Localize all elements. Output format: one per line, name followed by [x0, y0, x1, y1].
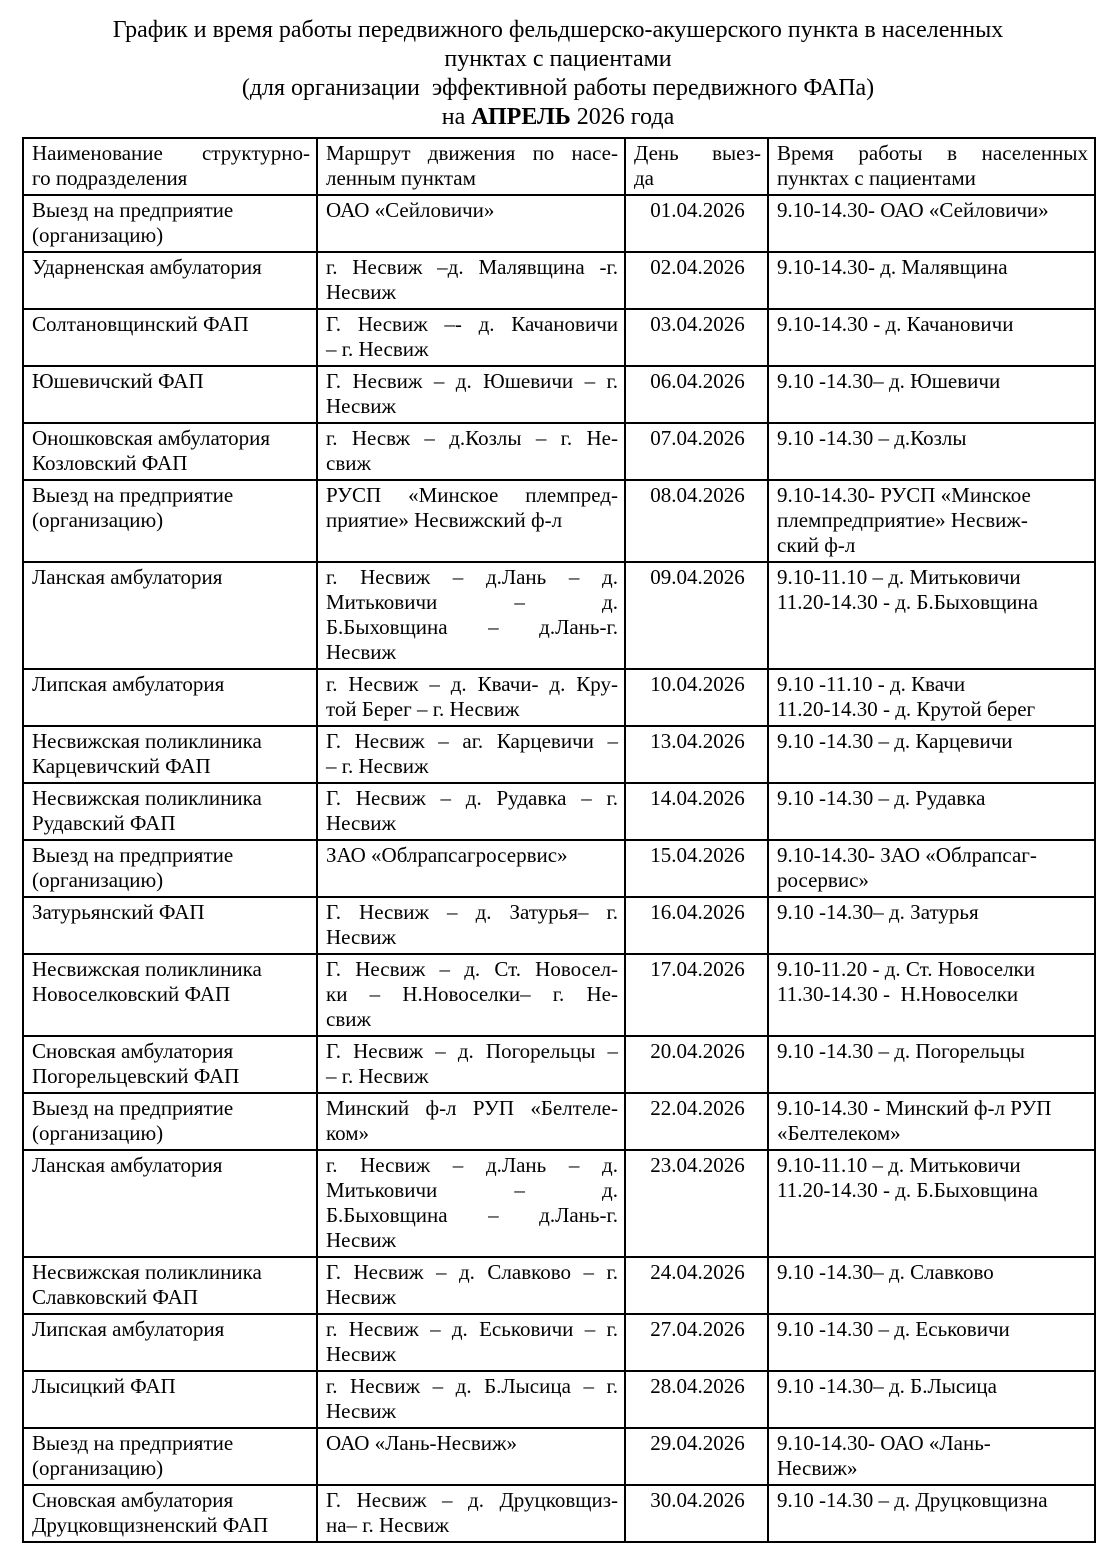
cell-line: 9.10 -14.30 – д. Погорельцы: [777, 1039, 1025, 1063]
cell-route: [317, 897, 625, 954]
column-header: [625, 138, 768, 195]
cell-line: той Берег – г. Несвиж: [326, 697, 520, 721]
cell-route: [317, 1428, 625, 1485]
cell-department: [23, 423, 317, 480]
cell-department: [23, 726, 317, 783]
cell-line: 17.04.2026: [650, 957, 745, 981]
cell-time: [768, 954, 1095, 1036]
cell-line: 09.04.2026: [650, 565, 745, 589]
cell-line: Оношковская амбулатория: [32, 426, 271, 450]
table-row: [23, 1428, 1095, 1485]
cell-date: [625, 1371, 768, 1428]
cell-line: (организацию): [32, 223, 164, 247]
cell-date: [625, 1150, 768, 1257]
cell-department: [23, 1093, 317, 1150]
cell-line: Несвиж: [326, 925, 396, 949]
cell-line: Митьковичи – д.: [326, 1178, 618, 1202]
cell-department: [23, 1036, 317, 1093]
cell-time: [768, 1314, 1095, 1371]
cell-line: 14.04.2026: [650, 786, 745, 810]
cell-line: Выезд на предприятие: [32, 843, 234, 867]
cell-line: ОАО «Лань-Несвиж»: [326, 1431, 518, 1455]
cell-time: [768, 783, 1095, 840]
cell-line: 9.10 -14.30– д. Затурья: [777, 900, 979, 924]
column-header: [317, 138, 625, 195]
cell-time: [768, 562, 1095, 669]
cell-line: 03.04.2026: [650, 312, 745, 336]
page-title: [22, 16, 1094, 132]
cell-time: [768, 1371, 1095, 1428]
cell-line: г. Несвиж –д. Малявщина -г.: [326, 255, 618, 279]
cell-line: 15.04.2026: [650, 843, 745, 867]
cell-line: Новоселковский ФАП: [32, 982, 231, 1006]
table-row: [23, 840, 1095, 897]
cell-line: Минский ф-л РУП «Белтеле-: [326, 1096, 618, 1120]
cell-line: 9.10 -14.30 – д. Друцковщизна: [777, 1488, 1048, 1512]
schedule-table: [22, 137, 1096, 1543]
cell-line: Несвиж: [326, 640, 396, 664]
cell-line: Несвижская поликлиника: [32, 786, 262, 810]
cell-line: 9.10 -14.30 – д. Карцевичи: [777, 729, 1013, 753]
cell-line: го подразделения: [32, 166, 188, 190]
cell-line: – г. Несвиж: [326, 337, 429, 361]
cell-line: Наименование структурно-: [32, 141, 310, 165]
cell-line: приятие» Несвижский ф-л: [326, 508, 563, 532]
cell-line: г. Несвж – д.Козлы – г. Не-: [326, 426, 618, 450]
cell-line: Несвиж»: [777, 1456, 858, 1480]
cell-line: ОАО «Сейловичи»: [326, 198, 495, 222]
cell-route: [317, 1257, 625, 1314]
cell-time: [768, 252, 1095, 309]
cell-route: [317, 840, 625, 897]
cell-line: 01.04.2026: [650, 198, 745, 222]
cell-time: [768, 1257, 1095, 1314]
table-row: [23, 252, 1095, 309]
cell-line: 9.10 -14.30 – д. Еськовичи: [777, 1317, 1010, 1341]
cell-date: [625, 1036, 768, 1093]
table-row: [23, 562, 1095, 669]
title-line-4: [22, 103, 1094, 132]
table-row: [23, 897, 1095, 954]
cell-line: 9.10-14.30 - д. Качановичи: [777, 312, 1014, 336]
cell-line: Г. Несвиж –- д. Качановичи: [326, 312, 618, 336]
cell-line: г. Несвиж – д. Еськовичи – г.: [326, 1317, 618, 1341]
cell-line: 9.10-14.30- ОАО «Сейловичи»: [777, 198, 1049, 222]
cell-route: [317, 1150, 625, 1257]
cell-time: [768, 897, 1095, 954]
header-row: [23, 138, 1095, 195]
cell-line: 20.04.2026: [650, 1039, 745, 1063]
table-row: [23, 423, 1095, 480]
cell-line: «Белтелеком»: [777, 1121, 901, 1145]
cell-date: [625, 897, 768, 954]
cell-line: ленным пунктам: [326, 166, 476, 190]
cell-date: [625, 1314, 768, 1371]
cell-line: ский ф-л: [777, 533, 856, 557]
cell-line: Несвиж: [326, 1228, 396, 1252]
month-name: АПРЕЛЬ: [471, 104, 571, 130]
cell-date: [625, 195, 768, 252]
cell-line: 24.04.2026: [650, 1260, 745, 1284]
cell-date: [625, 366, 768, 423]
cell-line: г. Несвиж – д.Лань – д.: [326, 1153, 618, 1177]
cell-date: [625, 562, 768, 669]
table-row: [23, 1093, 1095, 1150]
cell-department: [23, 366, 317, 423]
cell-line: 06.04.2026: [650, 369, 745, 393]
cell-line: Выезд на предприятие: [32, 198, 234, 222]
cell-route: [317, 783, 625, 840]
table-row: [23, 1371, 1095, 1428]
cell-department: [23, 1428, 317, 1485]
title-line-3: (для организации эффективной работы передвижного ФАПа): [241, 75, 875, 101]
cell-line: Г. Несвиж – д. Юшевичи – г.: [326, 369, 618, 393]
table-row: [23, 309, 1095, 366]
cell-line: свиж: [326, 1007, 371, 1031]
cell-time: [768, 309, 1095, 366]
cell-line: Друцковщизненский ФАП: [32, 1513, 269, 1537]
cell-line: 28.04.2026: [650, 1374, 745, 1398]
cell-route: [317, 669, 625, 726]
cell-time: [768, 480, 1095, 562]
cell-line: Выезд на предприятие: [32, 1431, 234, 1455]
cell-line: Г. Несвиж – д. Ст. Новосел-: [326, 957, 618, 981]
cell-date: [625, 954, 768, 1036]
cell-route: [317, 562, 625, 669]
cell-line: 11.30-14.30 - Н.Новоселки: [777, 982, 1019, 1006]
cell-line: Липская амбулатория: [32, 1317, 225, 1341]
table-row: [23, 480, 1095, 562]
cell-date: [625, 783, 768, 840]
cell-time: [768, 1093, 1095, 1150]
cell-department: [23, 195, 317, 252]
cell-department: [23, 480, 317, 562]
cell-line: Маршрут движения по насе-: [326, 141, 618, 165]
table-row: [23, 954, 1095, 1036]
cell-department: [23, 1485, 317, 1542]
cell-line: Рудавский ФАП: [32, 811, 176, 835]
cell-time: [768, 1150, 1095, 1257]
cell-line: 9.10 -14.30 – д. Рудавка: [777, 786, 986, 810]
cell-time: [768, 840, 1095, 897]
cell-line: Митьковичи – д.: [326, 590, 618, 614]
cell-line: Сновская амбулатория: [32, 1488, 234, 1512]
cell-department: [23, 252, 317, 309]
cell-department: [23, 1150, 317, 1257]
cell-line: (организацию): [32, 868, 164, 892]
cell-line: 9.10 -14.30– д. Б.Лысица: [777, 1374, 997, 1398]
cell-line: 9.10-14.30- д. Малявщина: [777, 255, 1008, 279]
cell-date: [625, 252, 768, 309]
cell-department: [23, 840, 317, 897]
cell-line: 08.04.2026: [650, 483, 745, 507]
cell-date: [625, 669, 768, 726]
cell-line: Г. Несвиж – д. Друцковщиз-: [326, 1488, 618, 1512]
table-row: [23, 1036, 1095, 1093]
cell-time: [768, 669, 1095, 726]
table-row: [23, 366, 1095, 423]
cell-line: Г. Несвиж – д. Погорельцы –: [326, 1039, 618, 1063]
cell-date: [625, 1257, 768, 1314]
cell-department: [23, 669, 317, 726]
cell-line: 9.10 -14.30 – д.Козлы: [777, 426, 967, 450]
cell-line: РУСП «Минское племпред-: [326, 483, 618, 507]
cell-line: Несвиж: [326, 811, 396, 835]
cell-line: Липская амбулатория: [32, 672, 225, 696]
column-header: [768, 138, 1095, 195]
cell-time: [768, 366, 1095, 423]
cell-line: (организацию): [32, 1456, 164, 1480]
cell-line: Г. Несвиж – д. Затурья– г.: [326, 900, 618, 924]
cell-line: – г. Несвиж: [326, 754, 429, 778]
cell-line: 27.04.2026: [650, 1317, 745, 1341]
cell-line: Время работы в населенных: [777, 141, 1088, 165]
table-row: [23, 726, 1095, 783]
cell-line: да: [634, 166, 655, 190]
cell-department: [23, 783, 317, 840]
table-row: [23, 1485, 1095, 1542]
cell-line: Г. Несвиж – д. Славково – г.: [326, 1260, 618, 1284]
cell-route: [317, 195, 625, 252]
cell-line: 9.10-11.20 - д. Ст. Новоселки: [777, 957, 1035, 981]
title-line-2: пунктах с пациентами: [444, 46, 672, 72]
title-month-prefix: на: [441, 104, 472, 130]
table-row: [23, 1150, 1095, 1257]
cell-line: (организацию): [32, 1121, 164, 1145]
cell-line: Славковский ФАП: [32, 1285, 199, 1309]
cell-line: ком»: [326, 1121, 370, 1145]
cell-line: Солтановщинский ФАП: [32, 312, 249, 336]
cell-route: [317, 480, 625, 562]
cell-line: Ланская амбулатория: [32, 565, 223, 589]
table-row: [23, 669, 1095, 726]
cell-line: 9.10 -14.30– д. Славково: [777, 1260, 994, 1284]
cell-department: [23, 897, 317, 954]
cell-line: 29.04.2026: [650, 1431, 745, 1455]
cell-route: [317, 423, 625, 480]
cell-line: пунктах с пациентами: [777, 166, 976, 190]
cell-line: Лысицкий ФАП: [32, 1374, 176, 1398]
cell-line: Б.Быховщина – д.Лань-г.: [326, 615, 618, 639]
cell-department: [23, 954, 317, 1036]
cell-line: 23.04.2026: [650, 1153, 745, 1177]
cell-line: (организацию): [32, 508, 164, 532]
cell-line: ки – Н.Новоселки– г. Не-: [326, 982, 618, 1006]
cell-line: 16.04.2026: [650, 900, 745, 924]
cell-line: Несвижская поликлиника: [32, 729, 262, 753]
cell-line: 9.10-14.30 - Минский ф-л РУП: [777, 1096, 1052, 1120]
cell-line: 07.04.2026: [650, 426, 745, 450]
cell-line: 02.04.2026: [650, 255, 745, 279]
title-year-suffix: 2026 года: [570, 104, 675, 130]
cell-line: г. Несвиж – д. Квачи- д. Кру-: [326, 672, 618, 696]
cell-route: [317, 1036, 625, 1093]
cell-date: [625, 309, 768, 366]
cell-line: Несвижская поликлиника: [32, 1260, 262, 1284]
table-row: [23, 1314, 1095, 1371]
cell-line: на– г. Несвиж: [326, 1513, 450, 1537]
cell-line: Сновская амбулатория: [32, 1039, 234, 1063]
cell-line: Несвиж: [326, 1399, 396, 1423]
cell-route: [317, 252, 625, 309]
cell-line: 22.04.2026: [650, 1096, 745, 1120]
cell-line: Погорельцевский ФАП: [32, 1064, 240, 1088]
cell-line: Ланская амбулатория: [32, 1153, 223, 1177]
cell-line: Несвиж: [326, 1342, 396, 1366]
cell-line: 9.10-14.30- ОАО «Лань-: [777, 1431, 991, 1455]
cell-route: [317, 1371, 625, 1428]
cell-line: 9.10-14.30- РУСП «Минское: [777, 483, 1031, 507]
cell-line: Несвижская поликлиника: [32, 957, 262, 981]
column-header: [23, 138, 317, 195]
cell-line: г. Несвиж – д. Б.Лысица – г.: [326, 1374, 618, 1398]
cell-time: [768, 1428, 1095, 1485]
cell-route: [317, 309, 625, 366]
cell-route: [317, 1314, 625, 1371]
cell-line: 9.10-11.10 – д. Митьковичи: [777, 565, 1021, 589]
cell-line: 11.20-14.30 - д. Б.Быховщина: [777, 590, 1038, 614]
cell-line: Б.Быховщина – д.Лань-г.: [326, 1203, 618, 1227]
cell-date: [625, 840, 768, 897]
cell-date: [625, 1485, 768, 1542]
cell-line: г. Несвиж – д.Лань – д.: [326, 565, 618, 589]
table-body: [23, 195, 1095, 1542]
cell-route: [317, 726, 625, 783]
cell-line: Выезд на предприятие: [32, 483, 234, 507]
cell-date: [625, 1428, 768, 1485]
cell-line: 9.10-14.30- ЗАО «Облрапсаг-: [777, 843, 1037, 867]
cell-time: [768, 195, 1095, 252]
cell-time: [768, 423, 1095, 480]
cell-line: Несвиж: [326, 1285, 396, 1309]
cell-line: свиж: [326, 451, 371, 475]
cell-line: Козловский ФАП: [32, 451, 188, 475]
cell-route: [317, 1093, 625, 1150]
table-header-row: [23, 138, 1095, 195]
cell-line: Г. Несвиж – д. Рудавка – г.: [326, 786, 618, 810]
cell-route: [317, 954, 625, 1036]
cell-line: – г. Несвиж: [326, 1064, 429, 1088]
cell-line: День выез-: [634, 141, 761, 165]
cell-line: 11.20-14.30 - д. Б.Быховщина: [777, 1178, 1038, 1202]
cell-department: [23, 1257, 317, 1314]
cell-line: Выезд на предприятие: [32, 1096, 234, 1120]
cell-date: [625, 480, 768, 562]
title-line-1: График и время работы передвижного фельдшерско-акушерского пункта в населенных: [112, 17, 1004, 43]
cell-line: племпредприятие» Несвиж-: [777, 508, 1028, 532]
cell-line: Г. Несвиж – аг. Карцевичи –: [326, 729, 618, 753]
cell-time: [768, 1036, 1095, 1093]
cell-date: [625, 423, 768, 480]
cell-line: 13.04.2026: [650, 729, 745, 753]
cell-line: Карцевичский ФАП: [32, 754, 211, 778]
cell-line: Юшевичский ФАП: [32, 369, 204, 393]
cell-route: [317, 1485, 625, 1542]
cell-department: [23, 562, 317, 669]
table-row: [23, 783, 1095, 840]
cell-time: [768, 1485, 1095, 1542]
cell-date: [625, 1093, 768, 1150]
cell-line: ЗАО «Облрапсагросервис»: [326, 843, 568, 867]
cell-line: Несвиж: [326, 394, 396, 418]
cell-time: [768, 726, 1095, 783]
cell-line: 9.10 -14.30– д. Юшевичи: [777, 369, 1001, 393]
cell-line: 9.10-11.10 – д. Митьковичи: [777, 1153, 1021, 1177]
cell-route: [317, 366, 625, 423]
cell-line: 9.10 -11.10 - д. Квачи: [777, 672, 966, 696]
cell-line: росервис»: [777, 868, 869, 892]
cell-line: Затурьянский ФАП: [32, 900, 205, 924]
cell-department: [23, 1371, 317, 1428]
table-row: [23, 1257, 1095, 1314]
cell-department: [23, 309, 317, 366]
cell-date: [625, 726, 768, 783]
cell-line: 10.04.2026: [650, 672, 745, 696]
cell-line: 11.20-14.30 - д. Крутой берег: [777, 697, 1036, 721]
cell-line: Несвиж: [326, 280, 396, 304]
table-row: [23, 195, 1095, 252]
cell-department: [23, 1314, 317, 1371]
cell-line: 30.04.2026: [650, 1488, 745, 1512]
cell-line: Ударненская амбулатория: [32, 255, 262, 279]
